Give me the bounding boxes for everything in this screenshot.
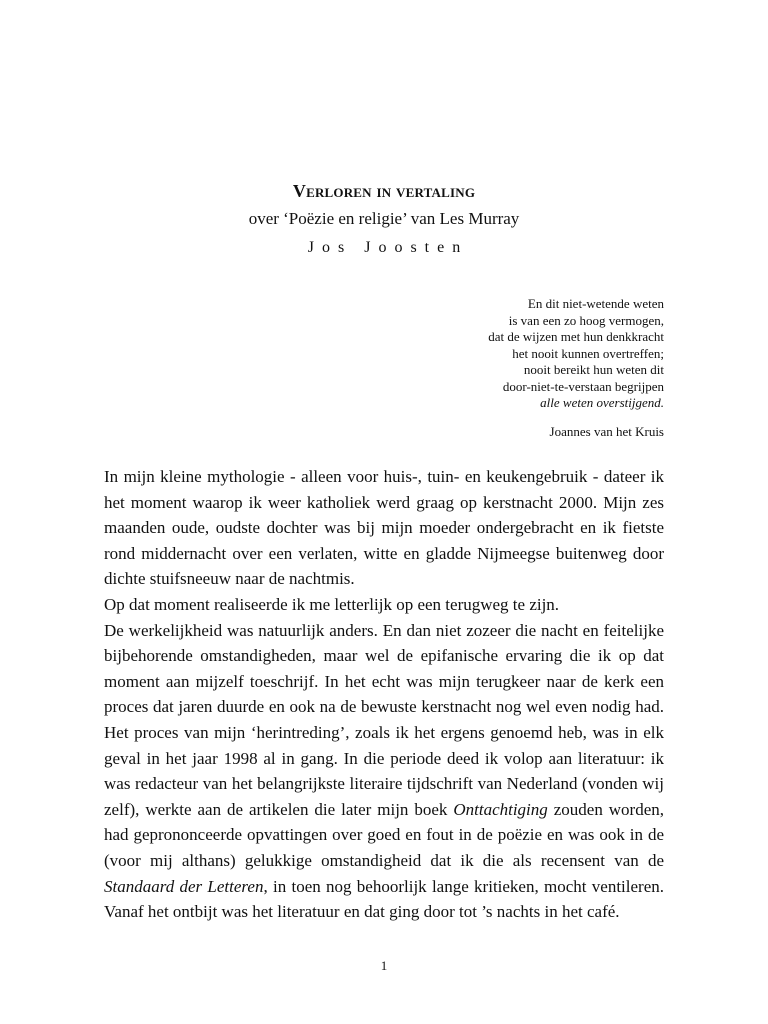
- book-title: Onttachtiging: [453, 799, 548, 819]
- epigraph-line: alle weten overstijgend.: [540, 395, 664, 410]
- title-block: [0, 180, 768, 258]
- epigraph-line: het nooit kunnen overtreffen;: [512, 345, 664, 361]
- paragraph: [104, 618, 664, 925]
- epigraph-line: door-niet-te-verstaan begrijpen: [502, 378, 664, 394]
- journal-title: Standaard der Letteren: [104, 876, 264, 896]
- article-subtitle: over ‘Poëzie en religie’ van Les Murray: [248, 209, 520, 228]
- epigraph-attribution: Joannes van het Kruis: [549, 423, 664, 439]
- paragraph: Op dat moment realiseerde ik me letterlijk op een terugweg te zijn.: [104, 594, 560, 614]
- paragraph: In mijn kleine mythologie - alleen voor huis-, tuin- en keukengebruik - dateer ik het moment waarop ik weer katholiek werd graag op kerstnacht 2000. Mijn zes maanden oude, oudste dochter was bij mijn moeder ondergebracht en ik fietste rond middernacht over een verlaten, witte en gladde Nijmeegse buitenweg door dichte stuifsneeuw naar de nachtmis.: [104, 467, 664, 589]
- epigraph-line: En dit niet-wetende weten: [527, 296, 664, 311]
- paragraph-text: zouden worden, had geprononceerde opvattingen over goed en fout in de poëzie en was ook in de (voor mij althans) gelukkige omstandigheid dat ik die als recensent van de: [104, 799, 664, 870]
- epigraph-line: is van een zo hoog vermogen,: [508, 312, 664, 328]
- body-text: [104, 464, 664, 925]
- epigraph-line: dat de wijzen met hun denkkracht: [488, 329, 664, 344]
- page-number: 1: [380, 958, 388, 973]
- paragraph-text: De werkelijkheid was natuurlijk anders. En dan niet zozeer die nacht en feitelijke bijbehorende omstandigheden, maar wel de epifanische ervaring die ik op dat moment aan mijzelf toeschrijf. In het echt was mijn terugkeer naar de kerk een proces dat jaren duurde en ook na de bewuste kerstnacht nog wel even nodig had. Het proces van mijn ‘herintreding’, zoals ik het ergens genoemd heb, was in elk geval in het jaar 1998 al in gang. In die periode deed ik volop aan literatuur: ik was redacteur van het belangrijkste literaire tijdschrift van Nederland (vonden wij zelf), werkte aan de artikelen die later mijn boek: [104, 620, 664, 819]
- paragraph-text: , in toen nog behoorlijk lange kritieken, mocht ventileren. Vanaf het ontbijt was het literatuur en dat ging door tot ’s nachts in het café.: [104, 876, 664, 922]
- article-title: Verloren in vertaling: [292, 181, 476, 201]
- epigraph: [344, 296, 664, 440]
- article-author: Jos Joosten: [307, 239, 469, 256]
- epigraph-line: nooit bereikt hun weten dit: [523, 362, 664, 377]
